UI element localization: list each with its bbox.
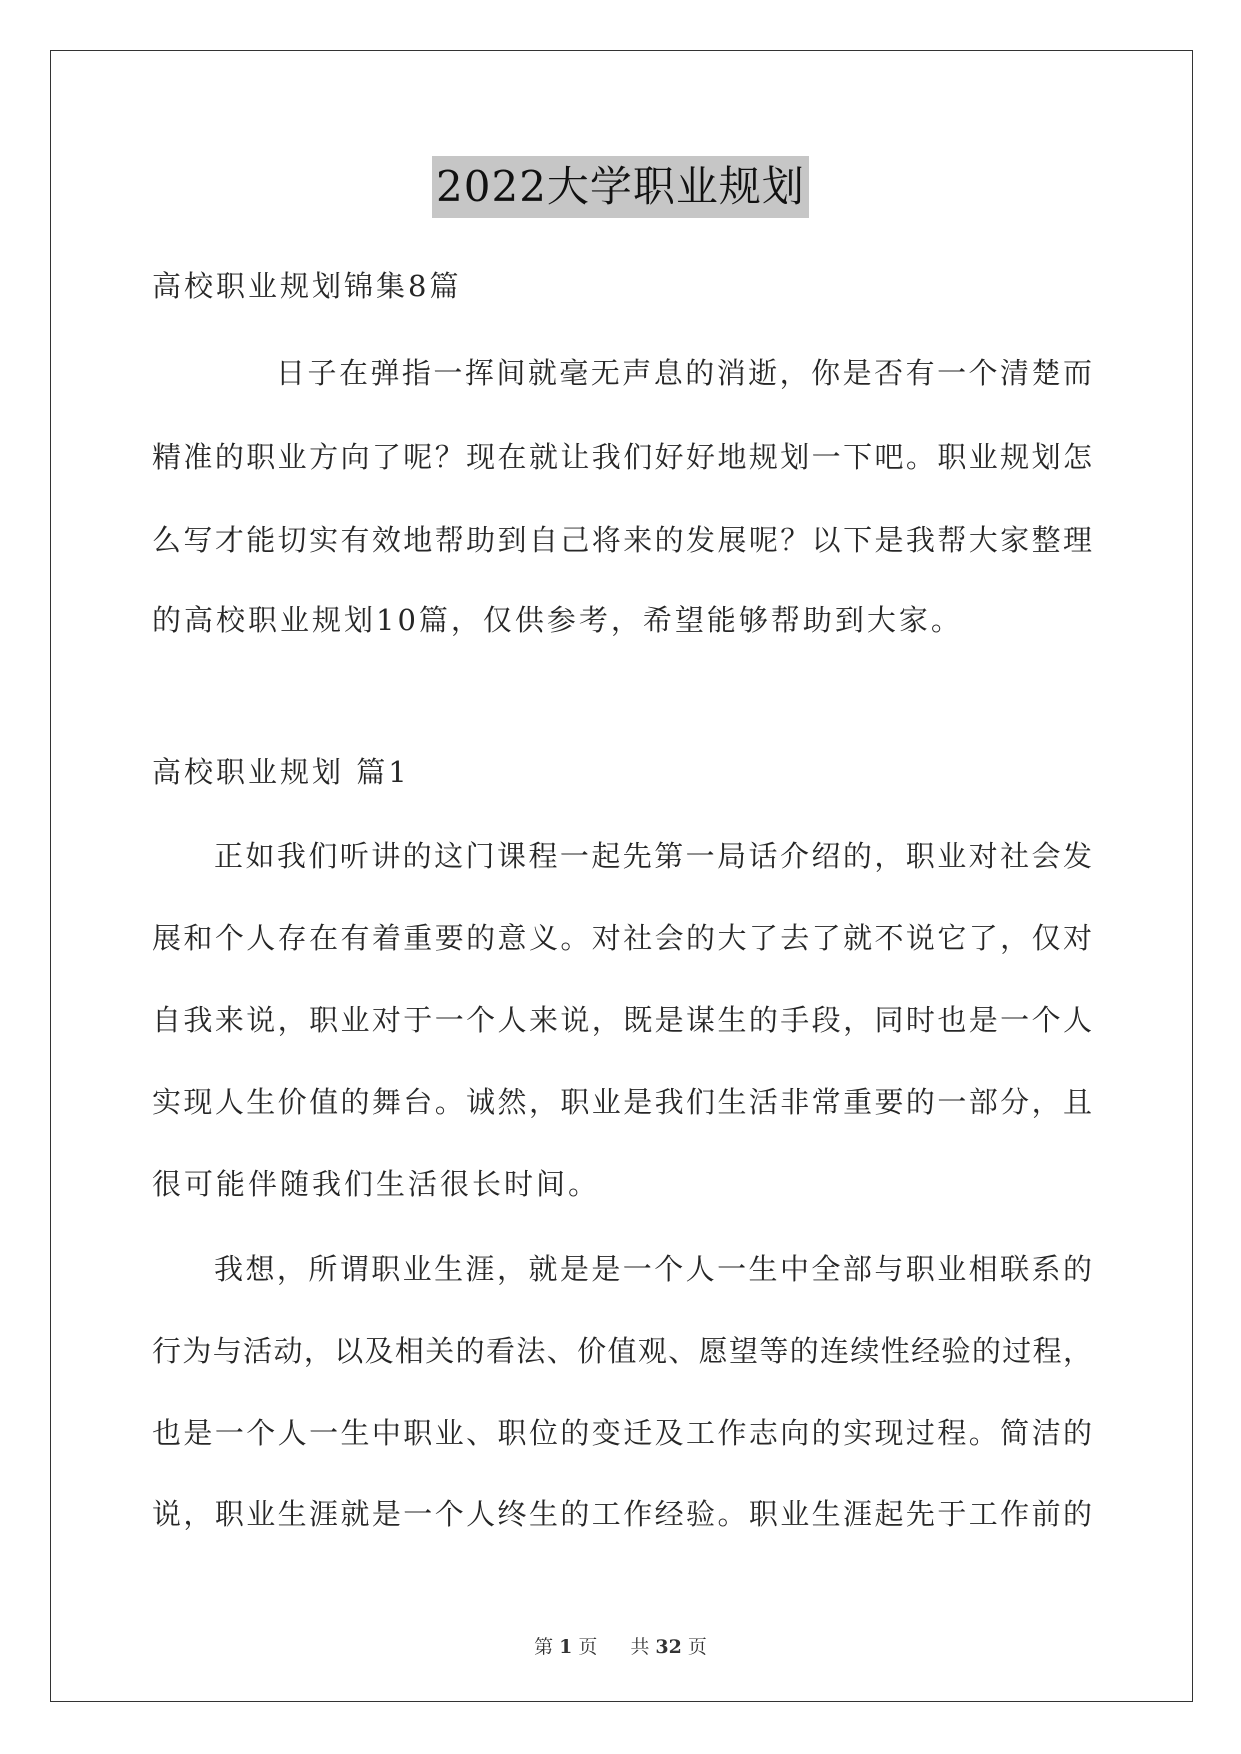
page-footer	[0, 1634, 1241, 1660]
intro-line: 日子在弹指一挥间就毫无声息的消逝，你是否有一个清楚而	[276, 356, 1092, 390]
paragraph-line: 我想，所谓职业生涯，就是是一个人一生中全部与职业相联系的	[214, 1252, 1092, 1286]
total-pages-indicator	[627, 1636, 709, 1658]
paragraph-line: 说，职业生涯就是一个人终生的工作经验。职业生涯起先于工作前的	[152, 1497, 1092, 1531]
total-pages: 32	[655, 1636, 682, 1658]
paragraph-line: 自我来说，职业对于一个人来说，既是谋生的手段，同时也是一个人	[152, 1003, 1092, 1037]
intro-line: 么写才能切实有效地帮助到自己将来的发展呢？以下是我帮大家整理	[152, 523, 1092, 557]
paragraph-line: 也是一个人一生中职业、职位的变迁及工作志向的实现过程。简洁的	[152, 1416, 1092, 1450]
paragraph-line: 很可能伴随我们生活很长时间。	[152, 1167, 601, 1201]
page-indicator	[531, 1636, 600, 1658]
total-suffix: 页	[687, 1636, 707, 1658]
paragraph-line: 实现人生价值的舞台。诚然，职业是我们生活非常重要的一部分，且	[152, 1085, 1092, 1119]
section-heading: 高校职业规划 篇1	[152, 755, 410, 789]
document-title: 2022大学职业规划	[432, 156, 809, 218]
page-number: 1	[559, 1636, 573, 1658]
paragraph-line: 正如我们听讲的这门课程一起先第一局话介绍的，职业对社会发	[214, 839, 1092, 873]
intro-line: 精准的职业方向了呢？现在就让我们好好地规划一下吧。职业规划怎	[152, 440, 1092, 474]
intro-line: 的高校职业规划10篇，仅供参考，希望能够帮助到大家。	[152, 603, 963, 637]
paragraph-line: 行为与活动，以及相关的看法、价值观、愿望等的连续性经验的过程，	[152, 1334, 1092, 1368]
page-suffix: 页	[578, 1636, 598, 1658]
paragraph-line: 展和个人存在有着重要的意义。对社会的大了去了就不说它了，仅对	[152, 921, 1092, 955]
document-subtitle: 高校职业规划锦集8篇	[152, 269, 462, 303]
page-prefix: 第	[534, 1636, 554, 1658]
total-prefix: 共	[630, 1636, 650, 1658]
title-container	[0, 156, 1241, 218]
